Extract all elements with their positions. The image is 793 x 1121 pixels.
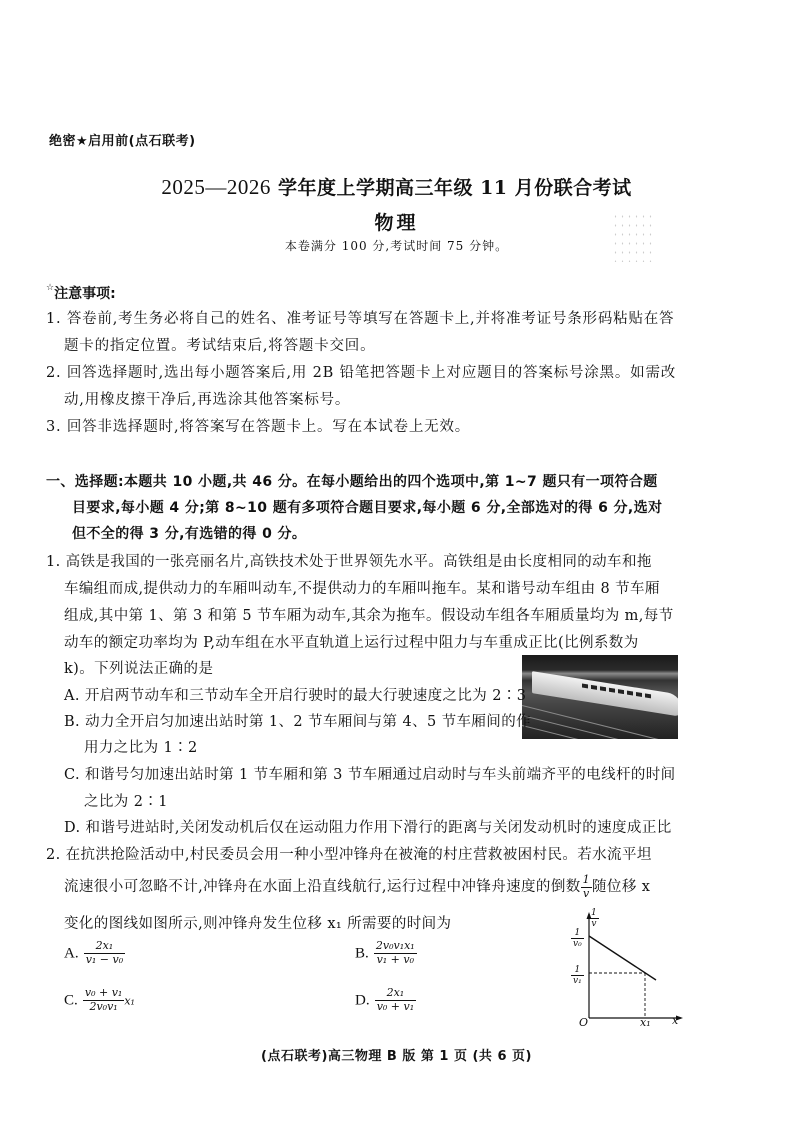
exam-title-text: 学年度上学期高三年级 11 月份联合考试 bbox=[277, 177, 632, 199]
exam-info: 本卷满分 100 分,考试时间 75 分钟。 bbox=[284, 239, 509, 253]
option-c-fraction bbox=[83, 987, 124, 1013]
notes-heading bbox=[46, 283, 116, 303]
exam-title bbox=[0, 173, 793, 200]
high-speed-train-photo bbox=[522, 655, 678, 739]
graph-y-axis-label bbox=[589, 908, 599, 930]
option-label: D. bbox=[355, 992, 370, 1009]
q1-option-c-line1: C. 和谐号匀加速出站时第 1 节车厢和第 3 节车厢通过启动时与车头前端齐平的电线杆的时间 bbox=[64, 767, 676, 783]
fraction-numerator: 2x₁ bbox=[84, 940, 125, 954]
section1-line1: 一、选择题:本题共 10 小题,共 46 分。在每小题给出的四个选项中,第 1~7 题只有一项符合题 bbox=[46, 474, 658, 490]
q2-stem-line2-tail: 随位移 x bbox=[592, 879, 651, 896]
note-item-2-line2: 动,用橡皮擦干净后,再选涂其他答案标号。 bbox=[64, 392, 351, 408]
q1-stem-line2: 车编组而成,提供动力的车厢叫动车,不提供动力的车厢叫拖车。某和谐号动车组由 8 节车厢 bbox=[64, 581, 660, 597]
star-icon: ☆ bbox=[46, 283, 55, 293]
exam-year: 2025—2026 bbox=[161, 175, 271, 199]
option-label: A. bbox=[64, 945, 79, 962]
option-a-fraction bbox=[84, 940, 125, 966]
page-footer: (点石联考)高三物理 B 版 第 1 页 (共 6 页) bbox=[261, 1049, 532, 1064]
section1-line3: 但不全的得 3 分,有选错的得 0 分。 bbox=[72, 526, 307, 542]
fraction-denominator: 2v₀v₁ bbox=[89, 999, 118, 1013]
section1-line2: 目要求,每小题 4 分;第 8~10 题有多项符合题目要求,每小题 6 分,全部选对的得 6 分,选对 bbox=[72, 500, 663, 516]
fraction-denominator: v₁ − v₀ bbox=[85, 952, 124, 966]
fraction-denominator: v₀ + v₁ bbox=[376, 999, 415, 1013]
q1-stem-line3: 组成,其中第 1、第 3 和第 5 节车厢为动车,其余为拖车。假设动车组各车厢质量均为 m,每节 bbox=[64, 608, 674, 624]
confidential-label: 绝密★启用前(点石联考) bbox=[49, 134, 196, 149]
option-b-fraction bbox=[374, 940, 417, 966]
q1-option-d: D. 和谐号进站时,关闭发动机后仅在运动阻力作用下滑行的距离与关闭发动机时的速度成正比 bbox=[64, 820, 672, 836]
q2-option-b bbox=[355, 940, 417, 966]
q2-option-c bbox=[64, 987, 135, 1013]
graph-origin-label: O bbox=[579, 1016, 589, 1029]
fraction-denominator: v₁ + v₀ bbox=[376, 952, 415, 966]
graph-x1-label: x₁ bbox=[640, 1016, 651, 1029]
fraction-numerator: 2x₁ bbox=[375, 987, 416, 1001]
q2-stem-line3: 变化的图线如图所示,则冲锋舟发生位移 x₁ 所需要的时间为 bbox=[64, 916, 452, 932]
q1-stem-line1: 1. 高铁是我国的一张亮丽名片,高铁技术处于世界领先水平。高铁组是由长度相同的动车和拖 bbox=[46, 554, 652, 570]
exam-subject: 物理 bbox=[374, 212, 419, 234]
notes-heading-text: 注意事项: bbox=[54, 286, 116, 302]
note-item-2-line1: 2. 回答选择题时,选出每小题答案后,用 2B 铅笔把答题卡上对应题目的答案标号涂黑。如需改 bbox=[46, 365, 677, 381]
q1-stem-line4: 动车的额定功率均为 P,动车组在水平直轨道上运行过程中阻力与车重成正比(比例系数为 bbox=[64, 635, 639, 651]
fraction-denominator: v₀ bbox=[573, 939, 582, 950]
q1-option-b-line1: B. 动力全开启匀加速出站时第 1、2 节车厢间与第 4、5 节车厢间的作 bbox=[64, 714, 532, 730]
q1-option-a: A. 开启两节动车和三节动车全开启行驶时的最大行驶速度之比为 2∶3 bbox=[64, 688, 527, 704]
fraction-numerator: v₀ + v₁ bbox=[84, 986, 123, 999]
fraction-numerator: 1 bbox=[582, 873, 591, 886]
q1-stem-line5: k)。下列说法正确的是 bbox=[64, 661, 214, 677]
inverse-velocity-graph bbox=[565, 910, 685, 1030]
graph-y1-label bbox=[571, 965, 584, 987]
fraction-numerator: 2v₀v₁x₁ bbox=[375, 939, 415, 952]
note-item-1-line1: 1. 答卷前,考生务必将自己的姓名、准考证号等填写在答题卡上,并将准考证号条形码粘贴在答 bbox=[46, 311, 675, 327]
scan-noise bbox=[612, 212, 652, 262]
q2-stem-line1: 2. 在抗洪抢险活动中,村民委员会用一种小型冲锋舟在被淹的村庄营救被困村民。若水流平坦 bbox=[46, 847, 652, 863]
q2-stem-line2 bbox=[64, 874, 650, 900]
fraction-denominator: v bbox=[591, 919, 597, 930]
note-item-1-line2: 题卡的指定位置。考试结束后,将答题卡交回。 bbox=[64, 338, 376, 354]
q2-stem-line2-text: 流速很小可忽略不计,冲锋舟在水面上沿直线航行,运行过程中冲锋舟速度的倒数 bbox=[64, 879, 581, 896]
option-label: B. bbox=[355, 945, 369, 962]
fraction-numerator: 1 bbox=[591, 908, 597, 918]
q2-option-d bbox=[355, 987, 416, 1013]
option-c-suffix: x₁ bbox=[124, 994, 135, 1008]
note-item-3: 3. 回答非选择题时,将答案写在答题卡上。写在本试卷上无效。 bbox=[46, 419, 471, 435]
inverse-v-fraction bbox=[581, 874, 592, 900]
fraction-numerator: 1 bbox=[571, 928, 584, 939]
graph-y0-label bbox=[571, 928, 584, 950]
fraction-denominator: v₁ bbox=[573, 976, 582, 987]
q1-option-b-line2: 用力之比为 1∶2 bbox=[84, 740, 198, 756]
q1-option-c-line2: 之比为 2∶1 bbox=[84, 794, 168, 810]
option-label: C. bbox=[64, 992, 78, 1009]
fraction-numerator: 1 bbox=[571, 965, 584, 976]
option-d-fraction bbox=[375, 987, 416, 1013]
q2-option-a bbox=[64, 940, 125, 966]
graph-x-axis-label: x bbox=[672, 1014, 679, 1027]
fraction-denominator: v bbox=[583, 886, 590, 900]
